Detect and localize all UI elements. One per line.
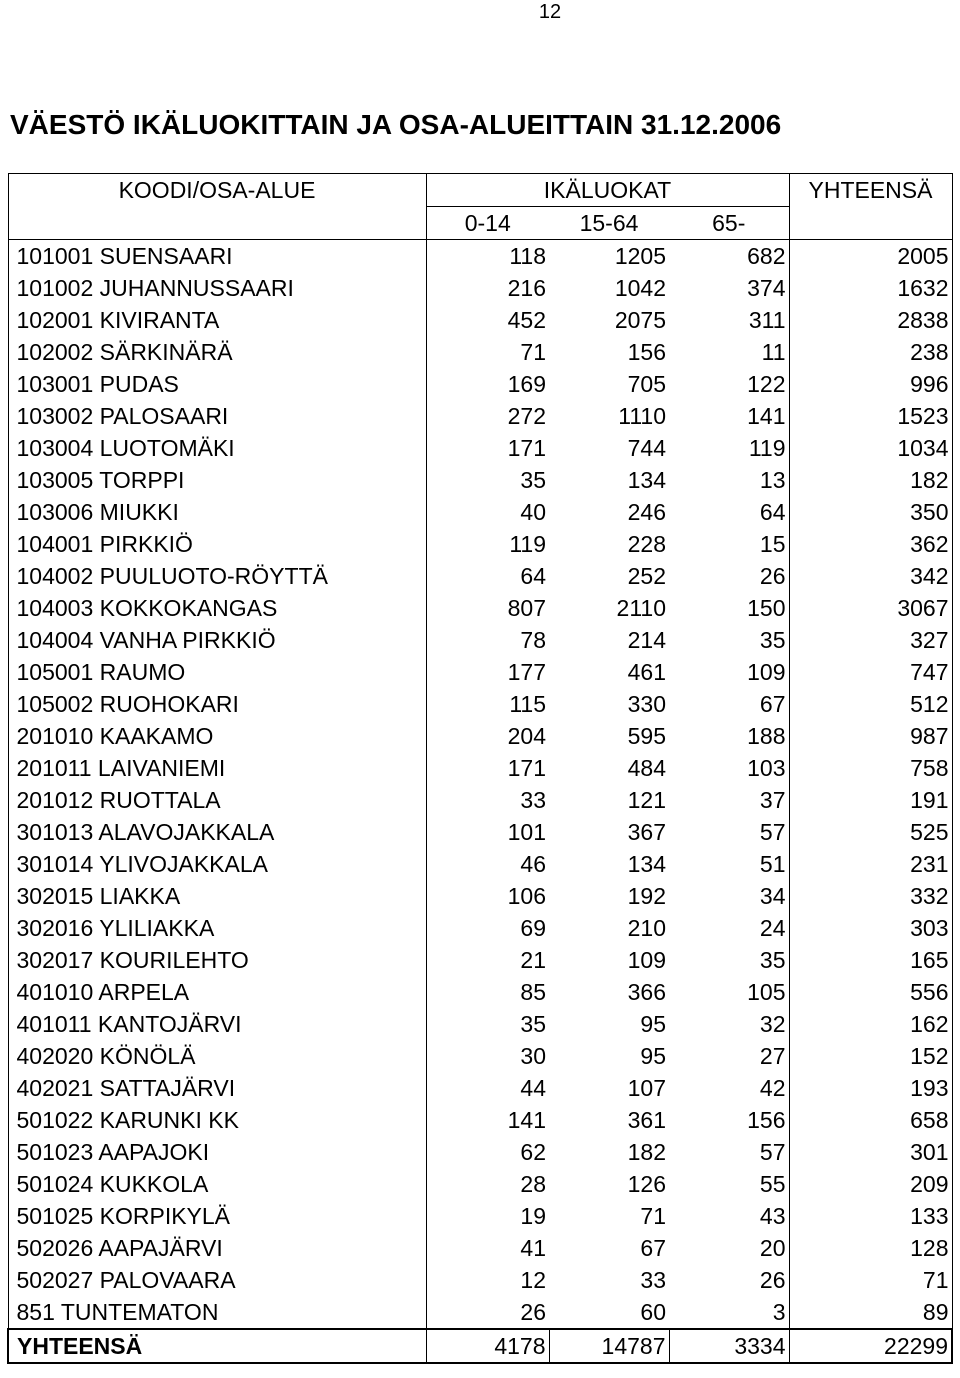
age-15-64-cell: 330 (627, 691, 666, 717)
age-65-cell: 109 (747, 659, 786, 685)
total-cell: 209 (789, 1168, 952, 1200)
age-65-cell: 42 (759, 1075, 786, 1101)
age-0-14-cell: 177 (507, 659, 546, 685)
area-cell: YHTEENSÄ (8, 1329, 426, 1363)
total-cell: 747 (789, 656, 952, 688)
age-0-14-cell: 85 (520, 979, 546, 1005)
table-row (8, 1104, 952, 1136)
age-0-14-cell: 119 (509, 531, 546, 557)
age-0-14-cell: 169 (507, 371, 546, 397)
age-65-cell: 24 (759, 915, 786, 941)
area-cell: 101001 SUENSAARI (8, 240, 426, 273)
age-65-cell: 103 (747, 755, 786, 781)
total-cell: 2838 (789, 304, 952, 336)
total-cell: 162 (789, 1008, 952, 1040)
total-cell: 133 (789, 1200, 952, 1232)
area-cell: 104004 VANHA PIRKKIÖ (8, 624, 426, 656)
table-row (8, 464, 952, 496)
total-cell: 128 (789, 1232, 952, 1264)
table-row (8, 912, 952, 944)
age-65-cell: 150 (747, 595, 786, 621)
area-cell: 502027 PALOVAARA (8, 1264, 426, 1296)
area-cell: 104002 PUULUOTO-RÖYTTÄ (8, 560, 426, 592)
age-15-64-cell: 361 (627, 1107, 666, 1133)
area-cell: 501024 KUKKOLA (8, 1168, 426, 1200)
table-row (8, 592, 952, 624)
total-cell: 191 (789, 784, 952, 816)
age-15-64-cell: 121 (627, 787, 666, 813)
age-15-64-cell: 252 (627, 563, 666, 589)
area-cell: 102001 KIVIRANTA (8, 304, 426, 336)
table-row (8, 272, 952, 304)
table-row (8, 624, 952, 656)
area-cell: 103005 TORPPI (8, 464, 426, 496)
age-0-14-cell: 62 (520, 1139, 546, 1165)
age-0-14-cell: 46 (520, 851, 546, 877)
area-cell: 401011 KANTOJÄRVI (8, 1008, 426, 1040)
age-65-cell: 32 (759, 1011, 786, 1037)
table-row (8, 304, 952, 336)
age-0-14-cell: 115 (509, 691, 546, 717)
area-cell: 501022 KARUNKI KK (8, 1104, 426, 1136)
table-row (8, 816, 952, 848)
age-0-14-cell: 118 (426, 240, 549, 273)
total-cell: 238 (789, 336, 952, 368)
age-15-64-cell: 2075 (614, 307, 666, 333)
age-15-64-cell: 228 (627, 531, 666, 557)
age-15-64-cell: 33 (640, 1267, 666, 1293)
total-cell: 22299 (789, 1329, 952, 1363)
age-65-cell: 26 (759, 1267, 786, 1293)
age-0-14-cell: 12 (520, 1267, 546, 1293)
header-area: KOODI/OSA-ALUE (8, 174, 426, 207)
age-65-cell: 55 (759, 1171, 786, 1197)
header-area-blank (8, 207, 426, 240)
table-row (8, 560, 952, 592)
age-15-64-cell: 109 (627, 947, 666, 973)
table-row (8, 656, 952, 688)
age-0-14-cell: 30 (520, 1043, 546, 1069)
header-age-0-14: 0-14 (426, 207, 549, 240)
age-0-14-cell: 272 (507, 403, 546, 429)
age-0-14-cell: 141 (507, 1107, 546, 1133)
age-0-14-cell: 64 (520, 563, 546, 589)
header-row-1 (8, 174, 952, 207)
table-row (8, 944, 952, 976)
age-0-14-cell: 78 (520, 627, 546, 653)
age-15-64-cell: 705 (627, 371, 666, 397)
area-cell: 302016 YLILIAKKA (8, 912, 426, 944)
total-cell: 658 (789, 1104, 952, 1136)
age-65-cell: 35 (759, 947, 786, 973)
age-65-cell: 119 (748, 435, 786, 461)
age-65-cell: 105 (747, 979, 786, 1005)
age-65-cell: 57 (759, 1139, 786, 1165)
age-15-64-cell: 484 (627, 755, 666, 781)
age-0-14-cell: 171 (507, 755, 546, 781)
age-15-64-cell: 126 (627, 1171, 666, 1197)
page-number: 12 (538, 1, 562, 23)
age-0-14-cell: 106 (507, 883, 546, 909)
total-cell: 3067 (789, 592, 952, 624)
age-15-64-cell: 744 (627, 435, 666, 461)
total-cell: 193 (789, 1072, 952, 1104)
age-65-cell: 26 (759, 563, 786, 589)
age-65-cell: 374 (747, 275, 786, 301)
age-15-64-cell: 14787 (549, 1329, 669, 1363)
total-cell: 556 (789, 976, 952, 1008)
age-65-cell: 57 (759, 819, 786, 845)
total-cell: 1034 (789, 432, 952, 464)
age-65-cell: 20 (759, 1235, 786, 1261)
header-age-groups: IKÄLUOKAT (426, 174, 789, 207)
age-0-14-cell: 101 (507, 819, 546, 845)
age-65-cell: 64 (759, 499, 786, 525)
header-row-2 (8, 207, 952, 240)
table-row (8, 1168, 952, 1200)
population-table (7, 173, 953, 1364)
age-0-14-cell: 21 (520, 947, 546, 973)
age-65-cell: 15 (759, 531, 786, 557)
age-15-64-cell: 71 (640, 1203, 666, 1229)
age-0-14-cell: 204 (507, 723, 546, 749)
table-row (8, 1232, 952, 1264)
table-row (8, 688, 952, 720)
age-15-64-cell: 210 (627, 915, 666, 941)
age-15-64-cell: 1110 (618, 403, 666, 429)
table-row (8, 496, 952, 528)
header-total-blank (789, 207, 952, 240)
table-row (8, 1264, 952, 1296)
header-age-65: 65- (669, 207, 789, 240)
age-0-14-cell: 71 (520, 339, 546, 365)
area-cell: 402021 SATTAJÄRVI (8, 1072, 426, 1104)
total-cell: 996 (789, 368, 952, 400)
total-cell: 301 (789, 1136, 952, 1168)
age-15-64-cell: 107 (627, 1075, 666, 1101)
age-0-14-cell: 35 (520, 467, 546, 493)
table-row (8, 1200, 952, 1232)
area-cell: 103001 PUDAS (8, 368, 426, 400)
area-cell: 105002 RUOHOKARI (8, 688, 426, 720)
header-total: YHTEENSÄ (789, 174, 952, 207)
table-row (8, 848, 952, 880)
area-cell: 101002 JUHANNUSSAARI (8, 272, 426, 304)
age-15-64-cell: 1042 (614, 275, 666, 301)
age-15-64-cell: 1205 (549, 240, 669, 273)
age-15-64-cell: 134 (627, 851, 666, 877)
age-15-64-cell: 95 (640, 1011, 666, 1037)
area-cell: 301014 YLIVOJAKKALA (8, 848, 426, 880)
age-65-cell: 37 (759, 787, 786, 813)
total-cell: 182 (789, 464, 952, 496)
age-65-cell: 3 (772, 1299, 786, 1325)
total-cell: 2005 (789, 240, 952, 273)
table-row (8, 432, 952, 464)
age-0-14-cell: 19 (520, 1203, 546, 1229)
total-cell: 327 (789, 624, 952, 656)
age-65-cell: 67 (759, 691, 786, 717)
total-cell: 987 (789, 720, 952, 752)
table-row (8, 1072, 952, 1104)
age-0-14-cell: 33 (520, 787, 546, 813)
total-cell: 512 (789, 688, 952, 720)
table-row (8, 368, 952, 400)
area-cell: 201010 KAAKAMO (8, 720, 426, 752)
area-cell: 501025 KORPIKYLÄ (8, 1200, 426, 1232)
age-65-cell: 188 (747, 723, 786, 749)
area-cell: 401010 ARPELA (8, 976, 426, 1008)
table-row (8, 976, 952, 1008)
table-row (8, 1296, 952, 1329)
age-15-64-cell: 134 (627, 467, 666, 493)
table-row (8, 1008, 952, 1040)
total-cell: 165 (789, 944, 952, 976)
age-15-64-cell: 67 (640, 1235, 666, 1261)
age-65-cell: 156 (747, 1107, 786, 1133)
table-row (8, 880, 952, 912)
area-cell: 103002 PALOSAARI (8, 400, 426, 432)
age-0-14-cell: 40 (520, 499, 546, 525)
area-cell: 104001 PIRKKIÖ (8, 528, 426, 560)
area-cell: 302015 LIAKKA (8, 880, 426, 912)
page-title: VÄESTÖ IKÄLUOKITTAIN JA OSA-ALUEITTAIN 31.12.2006 (10, 109, 782, 140)
age-0-14-cell: 807 (507, 595, 546, 621)
area-cell: 103004 LUOTOMÄKI (8, 432, 426, 464)
total-cell: 1632 (789, 272, 952, 304)
area-cell: 302017 KOURILEHTO (8, 944, 426, 976)
age-65-cell: 43 (759, 1203, 786, 1229)
age-0-14-cell: 26 (520, 1299, 546, 1325)
age-0-14-cell: 28 (520, 1171, 546, 1197)
total-cell: 350 (789, 496, 952, 528)
table-row (8, 1136, 952, 1168)
age-15-64-cell: 60 (640, 1299, 666, 1325)
age-15-64-cell: 95 (640, 1043, 666, 1069)
total-cell: 332 (789, 880, 952, 912)
age-65-cell: 34 (759, 883, 786, 909)
area-cell: 201011 LAIVANIEMI (8, 752, 426, 784)
age-15-64-cell: 246 (627, 499, 666, 525)
total-cell: 525 (789, 816, 952, 848)
age-65-cell: 311 (748, 307, 786, 333)
age-0-14-cell: 35 (520, 1011, 546, 1037)
age-0-14-cell: 41 (520, 1235, 546, 1261)
table-row (8, 1040, 952, 1072)
table-row (8, 528, 952, 560)
total-cell: 231 (789, 848, 952, 880)
age-0-14-cell: 216 (507, 275, 546, 301)
age-0-14-cell: 452 (507, 307, 546, 333)
area-cell: 402020 KÖNÖLÄ (8, 1040, 426, 1072)
age-65-cell: 13 (759, 467, 786, 493)
age-15-64-cell: 461 (627, 659, 666, 685)
age-15-64-cell: 182 (627, 1139, 666, 1165)
area-cell: 851 TUNTEMATON (8, 1296, 426, 1329)
area-cell: 501023 AAPAJOKI (8, 1136, 426, 1168)
age-65-cell: 11 (761, 339, 786, 365)
age-15-64-cell: 366 (627, 979, 666, 1005)
age-65-cell: 51 (759, 851, 786, 877)
total-cell: 303 (789, 912, 952, 944)
total-cell: 89 (789, 1296, 952, 1329)
age-65-cell: 3334 (669, 1329, 789, 1363)
age-0-14-cell: 171 (507, 435, 546, 461)
age-65-cell: 122 (747, 371, 786, 397)
age-15-64-cell: 367 (627, 819, 666, 845)
total-cell: 342 (789, 560, 952, 592)
area-cell: 301013 ALAVOJAKKALA (8, 816, 426, 848)
age-65-cell: 35 (759, 627, 786, 653)
age-15-64-cell: 156 (627, 339, 666, 365)
age-65-cell: 682 (669, 240, 789, 273)
table-row (8, 400, 952, 432)
table-row (8, 720, 952, 752)
area-cell: 502026 AAPAJÄRVI (8, 1232, 426, 1264)
age-15-64-cell: 214 (627, 627, 666, 653)
age-15-64-cell: 2110 (616, 595, 666, 621)
age-65-cell: 27 (759, 1043, 786, 1069)
age-65-cell: 141 (747, 403, 786, 429)
age-0-14-cell: 4178 (426, 1329, 549, 1363)
table-row (8, 752, 952, 784)
area-cell: 103006 MIUKKI (8, 496, 426, 528)
area-cell: 102002 SÄRKINÄRÄ (8, 336, 426, 368)
area-cell: 201012 RUOTTALA (8, 784, 426, 816)
table-row (8, 240, 952, 273)
total-cell: 362 (789, 528, 952, 560)
header-age-15-64: 15-64 (549, 207, 669, 240)
total-row (8, 1329, 952, 1363)
area-cell: 105001 RAUMO (8, 656, 426, 688)
age-15-64-cell: 595 (627, 723, 666, 749)
total-cell: 758 (789, 752, 952, 784)
area-cell: 104003 KOKKOKANGAS (8, 592, 426, 624)
total-cell: 71 (789, 1264, 952, 1296)
age-15-64-cell: 192 (627, 883, 666, 909)
age-0-14-cell: 44 (520, 1075, 546, 1101)
table-row (8, 784, 952, 816)
total-cell: 1523 (789, 400, 952, 432)
total-cell: 152 (789, 1040, 952, 1072)
table-row (8, 336, 952, 368)
age-0-14-cell: 69 (520, 915, 546, 941)
